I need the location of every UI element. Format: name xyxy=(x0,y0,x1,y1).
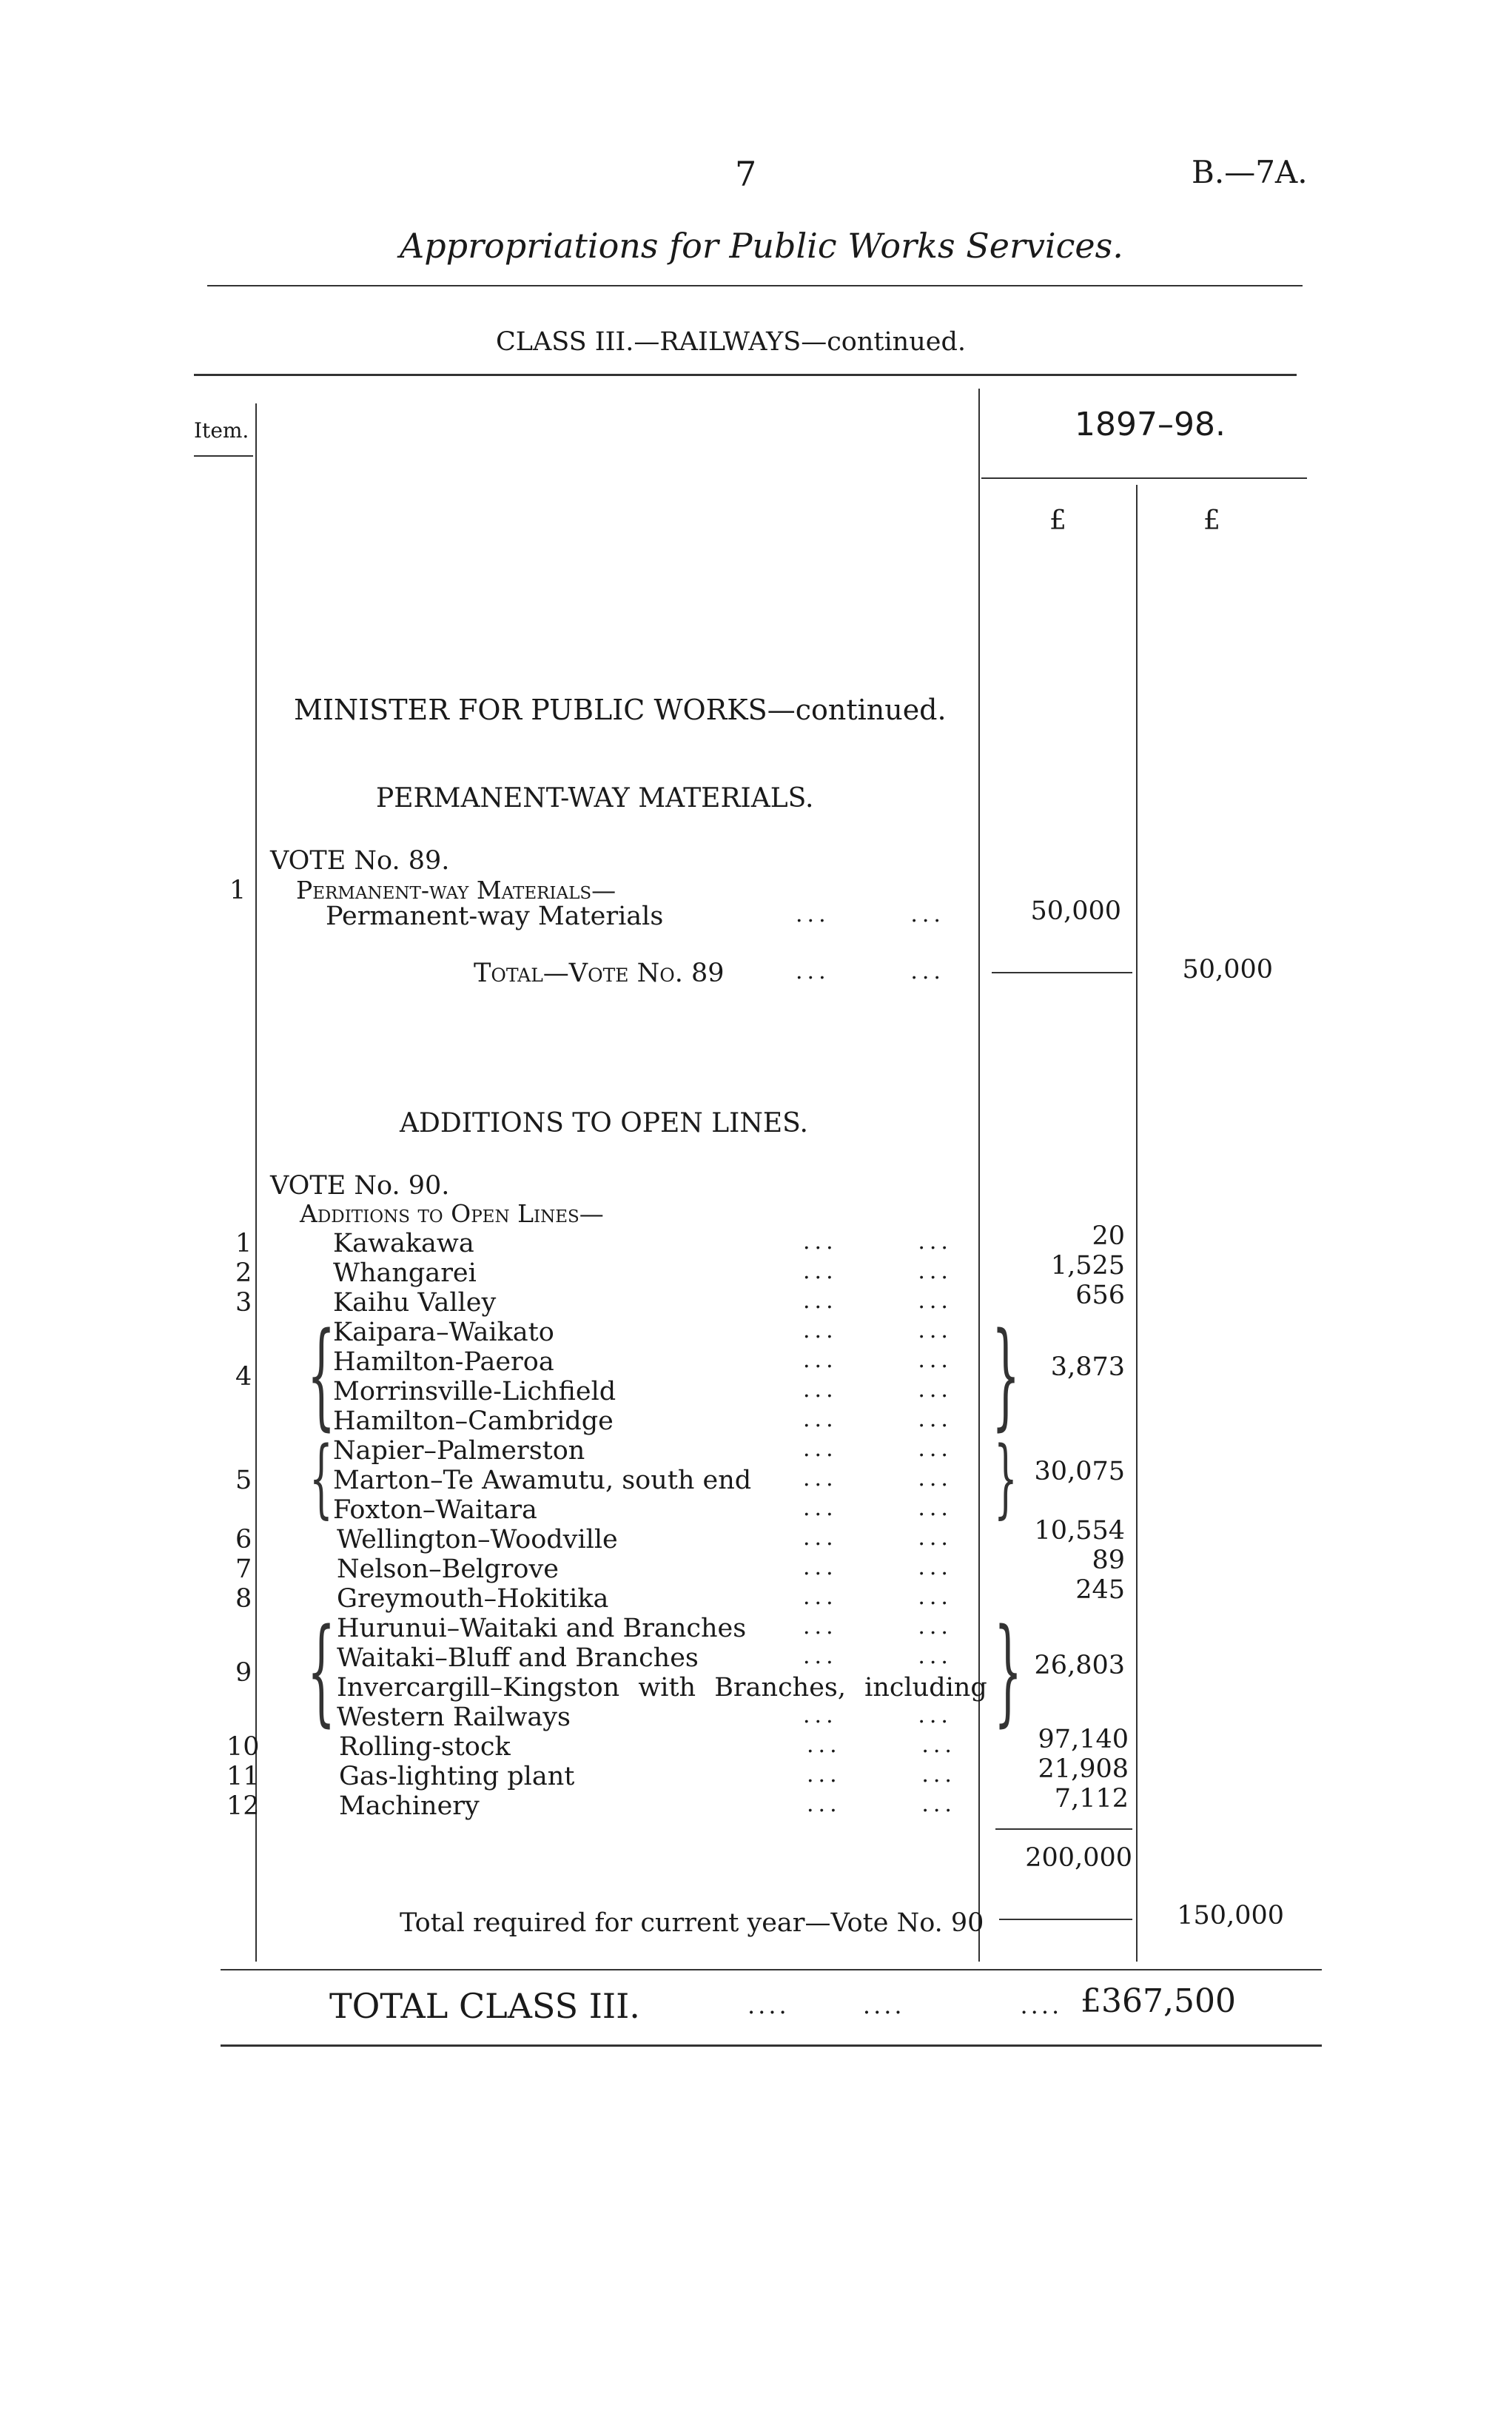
leader-dots: ... ... xyxy=(807,1762,956,1788)
leader-dots: ... ... xyxy=(803,1495,952,1521)
table-row-label: Machinery xyxy=(339,1791,480,1821)
table-row-amount: 89 xyxy=(1092,1546,1125,1575)
leader-dots: ... ... xyxy=(803,1525,952,1551)
currency-symbol-col1: £ xyxy=(1049,506,1066,536)
leader-dots: ... ... xyxy=(803,1318,952,1343)
table-row-amount: 21,908 xyxy=(1038,1754,1129,1784)
table-row-label: Greymouth–Hokitika xyxy=(337,1584,609,1614)
vote-89-total-rule xyxy=(992,972,1132,973)
leader-dots: ... ... xyxy=(803,1406,952,1432)
table-row-amount: 3,873 xyxy=(1050,1352,1125,1382)
item-header-rule xyxy=(194,455,253,457)
vote-90-subtotal: 200,000 xyxy=(1025,1843,1132,1873)
page-title: Appropriations for Public Works Services. xyxy=(400,226,1123,266)
vote-90-subtotal-rule xyxy=(995,1828,1132,1830)
table-row-amount: 10,554 xyxy=(1034,1516,1125,1546)
table-row-amount: 245 xyxy=(1075,1575,1125,1605)
class-total-bottom-rule xyxy=(221,2044,1322,2047)
year-column-header: 1897–98. xyxy=(1075,406,1226,443)
table-row-label: Whangarei xyxy=(333,1258,477,1288)
leader-dots: ... ... xyxy=(807,1732,956,1758)
table-row-item: 1 xyxy=(235,1229,252,1258)
table-row-label: Waitaki–Bluff and Branches xyxy=(337,1643,699,1673)
vote-90-total-rule xyxy=(999,1919,1132,1920)
table-row-label: Kaipara–Waikato xyxy=(333,1318,554,1347)
table-row-item: 9 xyxy=(235,1658,252,1688)
class-total-top-rule xyxy=(221,1969,1322,1970)
table-row-item: 8 xyxy=(235,1584,252,1614)
leader-dots: ... ... xyxy=(803,1377,952,1403)
title-rule xyxy=(207,285,1303,286)
table-row-label: Hamilton–Cambridge xyxy=(333,1406,614,1436)
right-brace-icon: } xyxy=(994,1429,1018,1528)
year-header-rule xyxy=(981,477,1307,479)
table-row-label: Hamilton-Paeroa xyxy=(333,1347,554,1377)
table-row-item: 11 xyxy=(226,1762,260,1791)
leader-dots: .... .... .... xyxy=(747,1991,1063,2019)
leader-dots: ... ... xyxy=(803,1584,952,1610)
vote-90-total-label: Total required for current year—Vote No. 90 xyxy=(400,1908,984,1938)
table-row-label: Marton–Te Awamutu, south end xyxy=(333,1466,752,1495)
table-row-item: 4 xyxy=(235,1362,252,1392)
right-brace-icon: } xyxy=(994,1605,1023,1740)
right-brace-icon: } xyxy=(992,1309,1021,1443)
vote-89-item-label: Permanent-way Materials xyxy=(326,902,664,931)
leader-dots: ... ... xyxy=(803,1614,952,1640)
left-brace-icon: { xyxy=(307,1309,336,1443)
table-row-label: Nelson–Belgrove xyxy=(337,1554,559,1584)
table-row-item: 12 xyxy=(226,1791,260,1821)
leader-dots: ... ... xyxy=(803,1347,952,1373)
table-row-label: Hurunui–Waitaki and Branches xyxy=(337,1614,747,1643)
vote-89-item-number: 1 xyxy=(229,876,246,905)
table-row-item: 10 xyxy=(226,1732,260,1762)
class-heading: CLASS III.—RAILWAYS—continued. xyxy=(496,327,966,357)
section-heading-additions: ADDITIONS TO OPEN LINES. xyxy=(400,1108,808,1138)
vote-89-subheading: Permanent-way Materials— xyxy=(296,876,616,905)
table-row-amount: 656 xyxy=(1075,1281,1125,1310)
class-total-amount: £367,500 xyxy=(1081,1982,1236,2020)
leader-dots: ... ... xyxy=(803,1643,952,1669)
table-row-label: Western Railways xyxy=(337,1703,571,1732)
table-row-amount: 26,803 xyxy=(1034,1651,1125,1680)
table-row-label: Wellington–Woodville xyxy=(337,1525,618,1554)
amount-column-divider xyxy=(1136,485,1138,1962)
page-number: 7 xyxy=(735,154,757,194)
table-row-item: 7 xyxy=(235,1554,252,1584)
table-row-label: Gas-lighting plant xyxy=(339,1762,575,1791)
table-row-amount: 30,075 xyxy=(1034,1457,1125,1486)
table-row-label: Foxton–Waitara xyxy=(333,1495,537,1525)
class-total-label: TOTAL CLASS III. xyxy=(329,1986,640,2026)
table-row-item: 2 xyxy=(235,1258,252,1288)
table-row-amount: 7,112 xyxy=(1054,1784,1129,1814)
table-row-item: 6 xyxy=(235,1525,252,1554)
table-row-amount: 97,140 xyxy=(1038,1725,1129,1754)
vote-89-label: VOTE No. 89. xyxy=(270,846,450,876)
leader-dots: ... ... xyxy=(803,1703,952,1728)
table-row-item: 5 xyxy=(235,1466,252,1495)
minister-heading: MINISTER FOR PUBLIC WORKS—continued. xyxy=(294,694,947,726)
left-brace-icon: { xyxy=(309,1429,333,1528)
leader-dots: ... ... xyxy=(796,959,945,984)
table-row-amount: 1,525 xyxy=(1050,1251,1125,1281)
leader-dots: ... ... xyxy=(807,1791,956,1817)
table-top-rule xyxy=(194,374,1297,376)
table-row-amount: 20 xyxy=(1092,1221,1125,1251)
leader-dots: ... ... xyxy=(803,1229,952,1255)
leader-dots: ... ... xyxy=(803,1258,952,1284)
item-column-header: Item. xyxy=(194,418,249,443)
left-brace-icon: { xyxy=(307,1605,336,1740)
table-row-item: 3 xyxy=(235,1288,252,1318)
table-row-label: Kaihu Valley xyxy=(333,1288,497,1318)
desc-column-right-rule xyxy=(978,389,980,1962)
leader-dots: ... ... xyxy=(796,902,945,927)
document-reference: B.—7A. xyxy=(1192,154,1308,190)
item-column-left-rule xyxy=(255,403,257,1962)
vote-90-total-amount: 150,000 xyxy=(1177,1901,1284,1930)
table-row-label: Kawakawa xyxy=(333,1229,474,1258)
table-row-label: Invercargill–Kingston with Branches, including xyxy=(337,1673,987,1703)
currency-symbol-col2: £ xyxy=(1203,506,1220,536)
section-heading-permanent-way: PERMANENT-WAY MATERIALS. xyxy=(376,783,814,814)
leader-dots: ... ... xyxy=(803,1288,952,1314)
vote-89-total-label: Total—Vote No. 89 xyxy=(474,959,725,988)
leader-dots: ... ... xyxy=(803,1554,952,1580)
leader-dots: ... ... xyxy=(803,1436,952,1462)
vote-89-item-amount: 50,000 xyxy=(1030,896,1121,926)
vote-90-subheading: Additions to Open Lines— xyxy=(300,1199,604,1228)
vote-89-total-amount: 50,000 xyxy=(1182,955,1273,984)
table-row-label: Rolling-stock xyxy=(339,1732,511,1762)
vote-90-label: VOTE No. 90. xyxy=(270,1171,450,1201)
leader-dots: ... ... xyxy=(803,1466,952,1492)
table-row-label: Morrinsville-Lichfield xyxy=(333,1377,616,1406)
table-row-label: Napier–Palmerston xyxy=(333,1436,585,1466)
